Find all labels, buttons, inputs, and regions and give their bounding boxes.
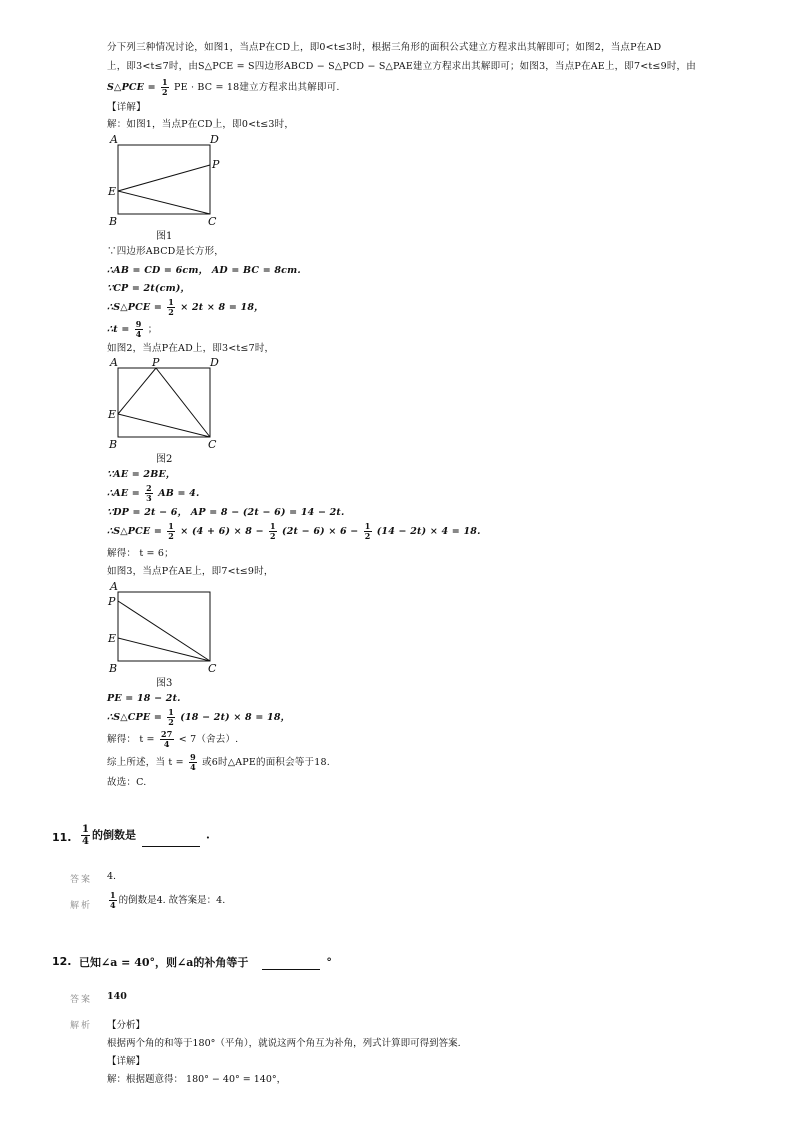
figure-1 <box>104 132 234 236</box>
label-B: B <box>109 215 118 228</box>
case2-step5: 解得： t = 6； <box>107 548 174 559</box>
label-C: C <box>208 438 217 451</box>
case2-step3: ∵DP = 2t − 6， AP = 8 − (2t − 6) = 14 − 2t. <box>107 507 345 518</box>
figure-2-caption: 图2 <box>156 454 173 465</box>
q12-analysis-label: 解析 <box>70 1021 93 1031</box>
label-E: E <box>108 632 117 645</box>
label-B: B <box>109 662 118 675</box>
q11-analysis: $\frac{1}{4}$ 的倒数是4. 故答案是：4. <box>110 890 226 910</box>
case3-step1: PE = 18 − 2t. <box>107 693 181 704</box>
q11-answer: 4. <box>107 871 117 882</box>
label-C: C <box>208 215 217 228</box>
case3-step3: 解得： t = $\frac{27}{4}$ < 7（舍去）. <box>107 729 239 749</box>
case2-step4: ∴S△PCE = $\frac{1}{2}$ × (4 + 6) × 8 − $\frac{1}{2}$ (2t − 6) × 6 − $\frac{1}{2}$ (14 − 2t) × 4 = 18. <box>107 521 481 541</box>
label-A: A <box>110 133 118 146</box>
intro-line-1: 分下列三种情况讨论，如图1，当点P在CD上，即0<t≤3时，根据三角形的面积公式建立方程求出其解即可；如图2，当点P在AD <box>107 42 662 53</box>
case1-step5: ∴t = $\frac{9}{4}$ ； <box>107 319 158 339</box>
case3-choice: 故选：C. <box>107 777 147 788</box>
label-P: P <box>212 158 220 171</box>
q12-detail-line: 解：根据题意得： 180° − 40° = 140°， <box>107 1074 287 1085</box>
case1-step4: ∴S△PCE = $\frac{1}{2}$ × 2t × 8 = 18， <box>107 297 264 317</box>
case1-step3: ∵CP = 2t(cm)， <box>107 283 191 294</box>
label-E: E <box>108 185 117 198</box>
case1-step1: ∵四边形ABCD是长方形， <box>107 246 225 257</box>
case3-step2: ∴S△CPE = $\frac{1}{2}$ (18 − 2t) × 8 = 18， <box>107 707 291 727</box>
label-C: C <box>208 662 217 675</box>
case1-step2: ∴AB = CD = 6cm， AD = BC = 8cm. <box>107 265 301 276</box>
case3-intro: 如图3，当点P在AE上，即7<t≤9时， <box>107 566 274 577</box>
case1-intro: 解：如图1，当点P在CD上，即0<t≤3时， <box>107 119 295 130</box>
q11-answer-label: 答案 <box>70 875 93 885</box>
label-P: P <box>152 356 160 369</box>
q12-number: 12. <box>52 955 72 968</box>
case2-step1: ∵AE = 2BE， <box>107 469 176 480</box>
case2-step2: ∴AE = $\frac{2}{3}$ AB = 4. <box>107 483 200 503</box>
label-D: D <box>210 356 219 369</box>
q12-analysis-header: 【分析】 <box>107 1020 146 1031</box>
label-P: P <box>108 595 116 608</box>
q11-question: $\frac{1}{4}$ 的倒数是 . <box>82 824 210 847</box>
q12-question: 已知∠a = 40°，则∠a的补角等于 ° <box>79 956 332 969</box>
q12-answer: 140 <box>107 991 127 1002</box>
q12-answer-blank[interactable] <box>262 959 320 970</box>
label-D: D <box>210 133 219 146</box>
q12-analysis-line: 根据两个角的和等于180°（平角），就说这两个角互为补角，列式计算即可得到答案. <box>107 1038 461 1049</box>
q12-answer-label: 答案 <box>70 995 93 1005</box>
label-B: B <box>109 438 118 451</box>
label-A: A <box>110 356 118 369</box>
figure-2 <box>104 355 234 459</box>
label-A: A <box>110 580 118 593</box>
q11-number: 11. <box>52 831 72 844</box>
case3-summary: 综上所述，当 t = $\frac{9}{4}$ 或6时△APE的面积会等于18. <box>107 752 330 772</box>
figure-3-caption: 图3 <box>156 678 173 689</box>
fraction: $\frac{1}{2}$ <box>162 77 168 97</box>
intro-line-3: S△PCE = $\frac{1}{2}$ PE · BC = 18建立方程求出其解即可. <box>107 77 340 97</box>
case2-intro: 如图2，当点P在AD上，即3<t≤7时， <box>107 343 275 354</box>
label-E: E <box>108 408 117 421</box>
figure-3 <box>104 579 234 683</box>
q11-analysis-label: 解析 <box>70 901 93 911</box>
q11-answer-blank[interactable] <box>142 836 200 847</box>
figure-1-caption: 图1 <box>156 231 173 242</box>
detail-header: 【详解】 <box>107 102 146 113</box>
q12-detail-header: 【详解】 <box>107 1056 146 1067</box>
intro-line-2: 上，即3<t≤7时，由S△PCE = S四边形ABCD − S△PCD − S△PAE建立方程求出其解即可；如图3，当点P在AE上，即7<t≤9时，由 <box>107 61 696 72</box>
